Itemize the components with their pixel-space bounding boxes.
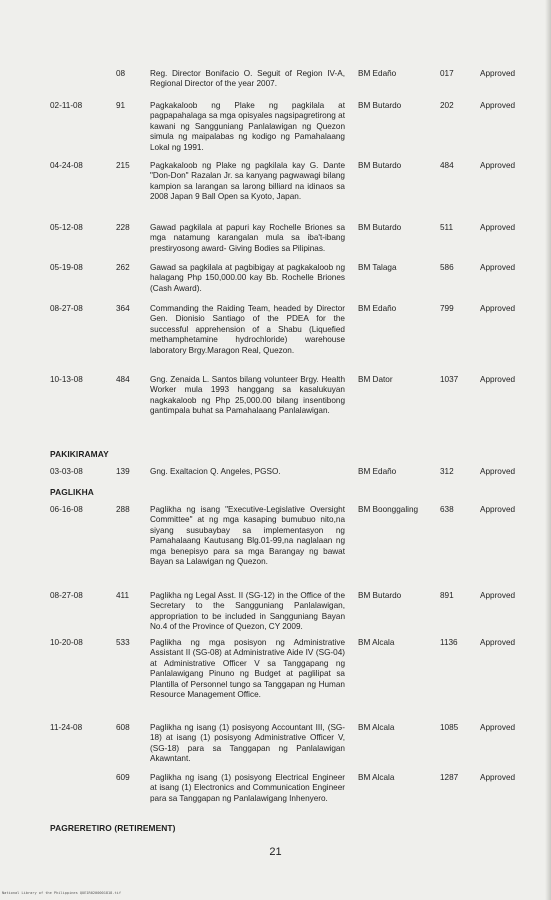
subject-cell: Pagkakaloob ng Plake ng pagkilala at pagpapahalaga sa mga opisyales nagsipagretirong at kawani ng Sangguniang Panlalawigan ng Quezon simula ng maipalabas ng kodigo ng Pamahalaang Lokal ng 1991. <box>150 101 345 152</box>
action-cell: Approved <box>480 161 516 170</box>
section-heading-pagreretiro: PAGRERETIRO (RETIREMENT) <box>50 823 176 833</box>
date-cell: 08-27-08 <box>50 304 83 313</box>
action-cell: Approved <box>480 69 516 78</box>
action-cell: Approved <box>480 723 516 732</box>
subject-cell: Gawad sa pagkilala at pagbibigay at pagkakaloob ng halagang Php 150,000.00 kay Bb. Rochelle Briones (Cash Award). <box>150 263 345 293</box>
ordinance-number-cell: 1085 <box>440 723 459 732</box>
subject-cell: Paglikha ng Legal Asst. II (SG-12) in the Office of the Secretary to the Sangguniang Panlalawigan, appropriation to be included in Sangguniang Bayan No.4 of the Province of Quezon, CY 2009. <box>150 591 345 632</box>
action-cell: Approved <box>480 375 516 384</box>
ordinance-number-cell: 638 <box>440 505 454 514</box>
date-cell: 03-03-08 <box>50 467 83 476</box>
date-cell: 11-24-08 <box>50 723 83 732</box>
ordinance-number-cell: 1037 <box>440 375 459 384</box>
sponsor-cell: BM Butardo <box>358 223 402 232</box>
ordinance-number-cell: 312 <box>440 467 454 476</box>
action-cell: Approved <box>480 263 516 272</box>
action-cell: Approved <box>480 101 516 110</box>
sponsor-cell: BM Butardo <box>358 591 402 600</box>
sponsor-cell: BM Alcala <box>358 638 395 647</box>
ordinance-number-cell: 202 <box>440 101 454 110</box>
page-number: 21 <box>269 846 282 858</box>
ordinance-number-cell: 511 <box>440 223 454 232</box>
number-cell: 262 <box>116 263 130 272</box>
number-cell: 91 <box>116 101 126 110</box>
section-heading-paglikha: PAGLIKHA <box>50 487 94 497</box>
sponsor-cell: BM Edaño <box>358 304 397 313</box>
number-cell: 215 <box>116 161 130 170</box>
action-cell: Approved <box>480 505 516 514</box>
date-cell: 05-12-08 <box>50 223 83 232</box>
sponsor-cell: BM Edaño <box>358 69 397 78</box>
ordinance-number-cell: 799 <box>440 304 454 313</box>
number-cell: 411 <box>116 591 130 600</box>
subject-cell: Paglikha ng isang (1) posisyong Electrical Engineer at isang (1) Electronics and Communication Engineer para sa Tanggapan ng Panlalawigang Inhenyero. <box>150 773 345 803</box>
subject-cell: Paglikha ng mga posisyon ng Administrative Assistant II (SG-08) at Administrative Aide IV (SG-04) at Administrative Officer V sa Tanggapang ng Panlalawigang Pinuno ng Budget at paglilipat sa Plantilla of Personnel tungo sa Tanggapan ng Human Resource Management Office. <box>150 638 345 700</box>
action-cell: Approved <box>480 223 516 232</box>
subject-cell: Commanding the Raiding Team, headed by Director Gen. Dionisio Santiago of the PDEA for the successful apprehension of a Shabu (Liquefied methamphetamine hydrochloride) warehouse laboratory Brgy.Maragon Real, Quezon. <box>150 304 345 355</box>
ordinance-number-cell: 484 <box>440 161 454 170</box>
number-cell: 608 <box>116 723 130 732</box>
number-cell: 139 <box>116 467 130 476</box>
date-cell: 02-11-08 <box>50 101 83 110</box>
date-cell: 10-13-08 <box>50 375 83 384</box>
date-cell: 05-19-08 <box>50 263 83 272</box>
number-cell: 228 <box>116 223 130 232</box>
sponsor-cell: BM Dator <box>358 375 393 384</box>
sponsor-cell: BM Butardo <box>358 161 402 170</box>
sponsor-cell: BM Talaga <box>358 263 397 272</box>
sponsor-cell: BM Alcala <box>358 773 395 782</box>
ordinance-number-cell: 1136 <box>440 638 458 647</box>
ordinance-number-cell: 017 <box>440 69 454 78</box>
ordinance-number-cell: 586 <box>440 263 454 272</box>
action-cell: Approved <box>480 773 516 782</box>
scan-footer: National Library of the Philippines QUE1R0200001818.tif <box>2 891 121 895</box>
date-cell: 10-20-08 <box>50 638 83 647</box>
number-cell: 484 <box>116 375 130 384</box>
sponsor-cell: BM Edaño <box>358 467 397 476</box>
subject-cell: Gawad pagkilala at papuri kay Rochelle Briones sa mga natamung karangalan mula sa iba't-ibang prestiryosong award- Giving Bodies sa Pilipinas. <box>150 223 345 253</box>
subject-cell: Reg. Director Bonifacio O. Seguit of Region IV-A, Regional Director of the year 2007. <box>150 69 345 89</box>
sponsor-cell: BM Boonggaling <box>358 505 419 514</box>
number-cell: 609 <box>116 773 130 782</box>
section-heading-pakikiramay: PAKIKIRAMAY <box>50 449 109 459</box>
date-cell: 06-16-08 <box>50 505 83 514</box>
subject-cell: Paglikha ng isang (1) posisyong Accountant III, (SG-18) at isang (1) posisyong Administrative Officer V, (SG-18) para sa Tanggapan ng Panlalawigan Akawntant. <box>150 723 345 764</box>
action-cell: Approved <box>480 591 516 600</box>
date-cell: 04-24-08 <box>50 161 83 170</box>
subject-cell: Gng. Exaltacion Q. Angeles, PGSO. <box>150 467 281 476</box>
subject-cell: Gng. Zenaida L. Santos bilang volunteer Brgy. Health Worker mula 1993 hanggang sa kasalukuyan nagkakaloob ng Php 25,000.00 bilang insentibong gantimpala buhat sa Pamahalaang Panlalawigan. <box>150 375 345 416</box>
date-cell: 08-27-08 <box>50 591 83 600</box>
number-cell: 08 <box>116 69 126 78</box>
subject-cell: Paglikha ng isang "Executive-Legislative Oversight Committee" at ng mga kasaping bumubuo nito,na siyang susubaybay sa implementasyon ng Pamahalaang Kautusang Blg.01-99,na naglalaan ng mga benepisyo para sa mga Barangay ng bawat Bayan sa Lalawigan ng Quezon. <box>150 505 345 567</box>
sponsor-cell: BM Butardo <box>358 101 402 110</box>
number-cell: 288 <box>116 505 130 514</box>
action-cell: Approved <box>480 638 516 647</box>
subject-cell: Pagkakaloob ng Plake ng pagkilala kay G. Dante "Don-Don" Razalan Jr. sa kanyang pagwawagi bilang kampion sa larangan sa larong billiard na idinaos sa 2008 Japan 9 Ball Open sa Kyoto, Japan. <box>150 161 345 202</box>
action-cell: Approved <box>480 304 516 313</box>
action-cell: Approved <box>480 467 516 476</box>
sponsor-cell: BM Alcala <box>358 723 395 732</box>
number-cell: 533 <box>116 638 130 647</box>
page-edge-shadow <box>545 0 551 900</box>
ordinance-number-cell: 1287 <box>440 773 459 782</box>
ordinance-number-cell: 891 <box>440 591 454 600</box>
number-cell: 364 <box>116 304 130 313</box>
